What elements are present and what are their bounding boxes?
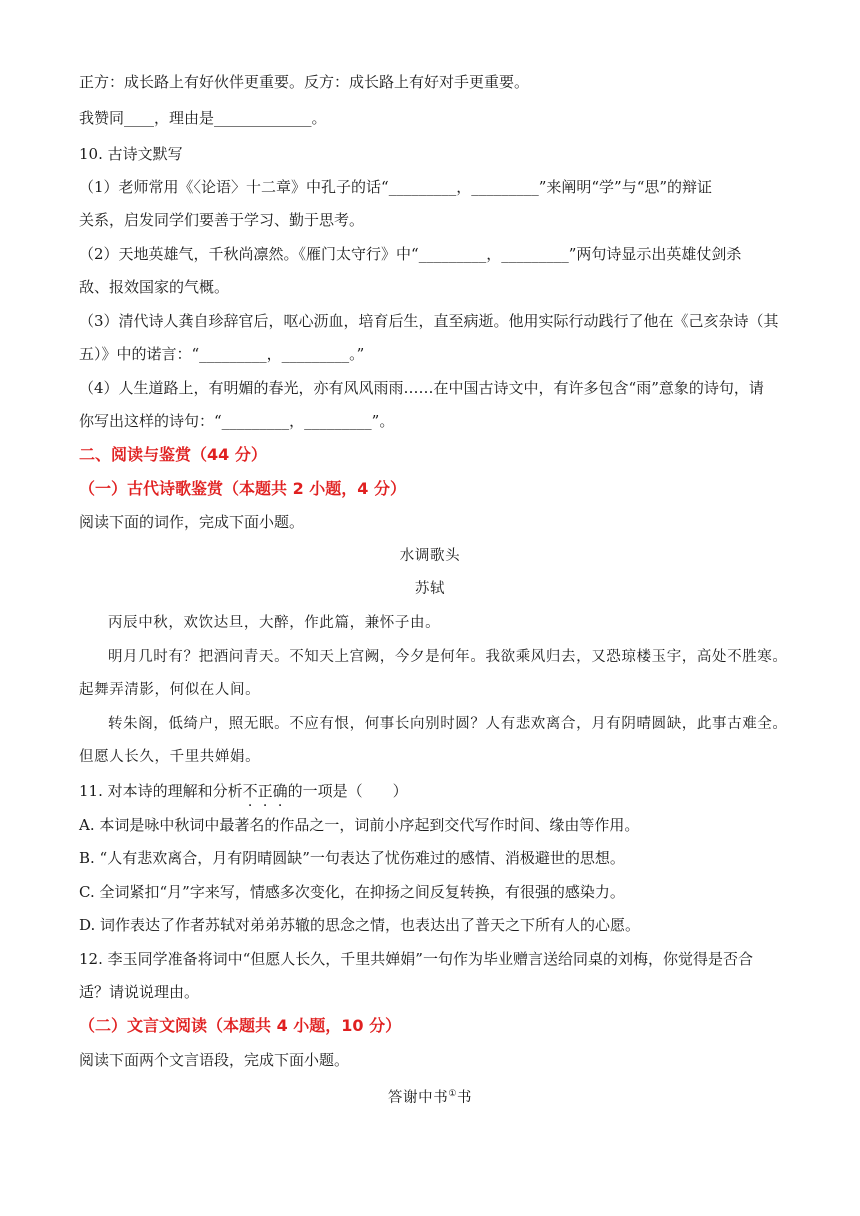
q10-4-line-a: （4）人生道路上，有明媚的春光，亦有风风雨雨……在中国古诗文中，有许多包含“雨”意象的诗句，请 [79,379,764,397]
q10-1-line-a: （1）老师常用《〈论语〉十二章》中孔子的话“_________，_________”来阐明“学”与“思”的辩证 [79,178,713,196]
question-10-title: 10. 古诗文默写 [79,145,183,163]
q10-3-line-a: （3）清代诗人龚自珍辞官后，呕心沥血，培育后生，直至病逝。他用实际行动践行了他在《己亥杂诗（其 [79,312,779,330]
emphasis-char-1: 不 [242,782,258,800]
option-b: B. “人有悲欢离合，月有阴晴圆缺”一句表达了忧伤难过的感情、消极避世的思想。 [79,849,625,867]
option-d: D. 词作表达了作者苏轼对弟弟苏辙的思念之情，也表达出了普天之下所有人的心愿。 [79,916,641,934]
question-11 [79,781,784,801]
q10-3-line-b: 五）》中的诺言：“_________，_________。” [79,345,365,363]
classical-title-end: 书 [456,1089,473,1106]
option-a: A. 本词是咏中秋词中最著名的作品之一，词前小序起到交代写作时间、缘由等作用。 [79,816,640,834]
emphasis-char-3: 确 [272,782,288,800]
q10-2-line-a: （2）天地英雄气，千秋尚凛然。《雁门太守行》中“_________，_________”两句诗显示出英雄仗剑杀 [79,245,742,263]
section-2-2-heading: （二）文言文阅读（本题共 4 小题，10 分） [79,1016,402,1035]
q11-suffix: 的一项是（ ） [287,782,408,800]
reading-instruction-2: 阅读下面两个文言语段，完成下面小题。 [79,1051,350,1069]
poem-stanza-2-line-a: 转朱阁，低绮户，照无眠。不应有恨，何事长向别时圆？人有悲欢离合，月有阴晴圆缺，此事古难全。 [108,716,788,732]
q10-2-line-b: 敌、报效国家的气概。 [79,278,230,296]
poem-stanza-1-line-a: 明月几时有？把酒问青天。不知天上宫阙，今夕是何年。我欲乘风归去，又恐琼楼玉宇，高处不胜寒。 [108,649,788,665]
poem-stanza-2-line-b: 但愿人长久，千里共婵娟。 [79,749,261,765]
agree-reason-line: 我赞同____，理由是_____________。 [79,109,327,127]
poem-title: 水调歌头 [399,548,461,564]
poem-stanza-1-line-b: 起舞弄清影，何似在人间。 [79,682,261,698]
footnote-marker: ① [448,1089,457,1099]
classical-title-main: 答谢中书 [387,1089,449,1106]
question-12-line-a: 12. 李玉同学准备将词中“但愿人长久，千里共婵娟”一句作为毕业赠言送给同桌的刘梅，你觉得是否合 [79,950,753,968]
poem-preface: 丙辰中秋，欢饮达旦，大醉，作此篇，兼怀子由。 [108,615,441,631]
q10-4-line-b: 你写出这样的诗句：“_________，_________”。 [79,412,395,430]
reading-instruction-1: 阅读下面的词作，完成下面小题。 [79,513,305,531]
debate-topic-line: 正方：成长路上有好伙伴更重要。反方：成长路上有好对手更重要。 [79,73,530,91]
section-2-1-heading: （一）古代诗歌鉴赏（本题共 2 小题，4 分） [79,479,406,498]
q11-prefix: 11. 对本诗的理解和分析 [79,782,243,800]
q10-1-line-b: 关系，启发同学们要善于学习、勤于思考。 [79,211,365,229]
emphasis-char-2: 正 [257,782,273,800]
poem-author: 苏轼 [414,581,446,597]
question-12-line-b: 适？请说说理由。 [79,983,200,1001]
section-2-heading: 二、阅读与鉴赏（44 分） [79,445,267,464]
classical-text-title [0,1084,860,1108]
option-c: C. 全词紧扣“月”字来写，情感多次变化，在抑扬之间反复转换，有很强的感染力。 [79,883,625,901]
